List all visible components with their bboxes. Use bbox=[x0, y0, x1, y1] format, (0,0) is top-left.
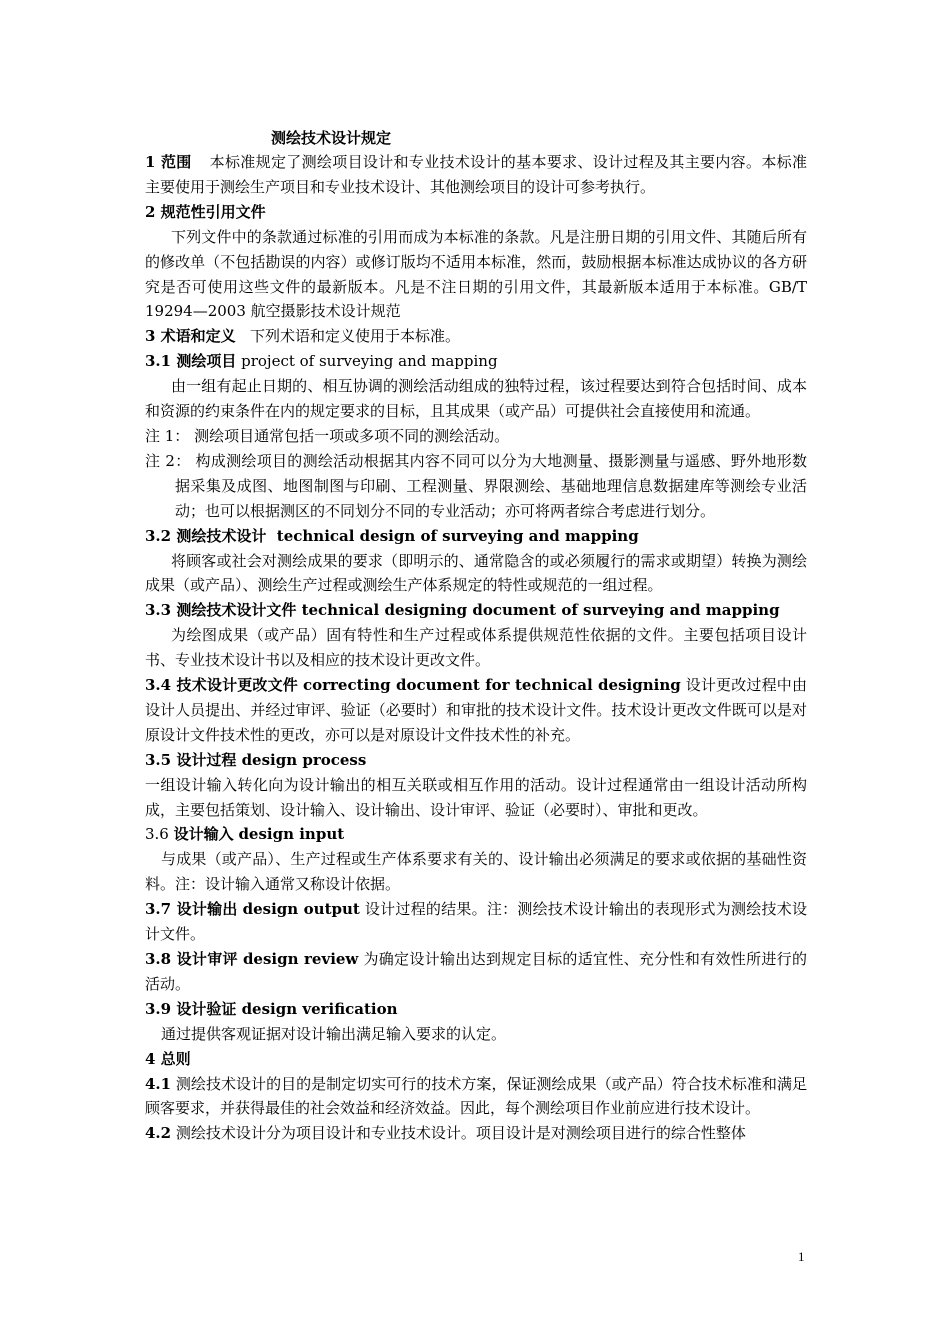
section-3-8 bbox=[145, 947, 807, 997]
section-3-1-title: 3.1 测绘项目 bbox=[145, 352, 237, 371]
section-3-7-title: 3.7 设计输出 bbox=[145, 900, 238, 919]
section-3-2-text: 将顾客或社会对测绘成果的要求（即明示的、通常隐含的或必须履行的需求或期望）转换为测绘成果（或产品）、测绘生产过程或测绘生产体系规定的特性或规范的一组过程。 bbox=[145, 551, 807, 595]
section-3 bbox=[145, 324, 807, 349]
section-3-1-english: project of surveying and mapping bbox=[241, 352, 498, 371]
section-3-3-heading bbox=[145, 598, 807, 623]
section-3-7-english: design output bbox=[242, 900, 360, 919]
section-4-1 bbox=[145, 1072, 807, 1122]
document-title: 测绘技术设计规定 bbox=[271, 129, 392, 147]
section-3-1-heading bbox=[145, 349, 807, 374]
section-3-9-text: 通过提供客观证据对设计输出满足输入要求的认定。 bbox=[161, 1024, 507, 1043]
section-4-1-number: 4.1 bbox=[145, 1074, 172, 1093]
section-1-text: 本标准规定了测绘项目设计和专业技术设计的基本要求、设计过程及其主要内容。本标准主要使用于测绘生产项目和专业技术设计、其他测绘项目的设计可参考执行。 bbox=[145, 153, 807, 196]
section-1-heading: 1 范围 bbox=[145, 153, 192, 171]
section-3-8-english: design review bbox=[242, 950, 359, 968]
section-3-7 bbox=[145, 897, 807, 947]
document-body bbox=[145, 150, 807, 1146]
section-3-9-heading bbox=[145, 997, 807, 1022]
section-3-5-heading bbox=[145, 748, 807, 773]
section-3-1-note-2: 注 2： 构成测绘项目的测绘活动根据其内容不同可以分为大地测量、摄影测量与遥感、野外地形数据采集及成图、地图制图与印刷、工程测量、界限测绘、基础地理信息数据建库等测绘专业活动；也可以根据测区的不同划分不同的专业活动；亦可将两者综合考虑进行划分。 bbox=[145, 451, 807, 520]
section-1 bbox=[145, 150, 807, 200]
section-3-3-title: 3.3 测绘技术设计文件 bbox=[145, 601, 297, 620]
section-4-2-number: 4.2 bbox=[145, 1124, 172, 1143]
section-4-1-text: 测绘技术设计的目的是制定切实可行的技术方案，保证测绘成果（或产品）符合技术标准和满足顾客要求，并获得最佳的社会效益和经济效益。因此，每个测绘项目作业前应进行技术设计。 bbox=[145, 1074, 807, 1118]
section-4-heading: 4 总则 bbox=[145, 1049, 191, 1068]
section-3-9-english: design verification bbox=[241, 999, 398, 1018]
section-4-2-text: 测绘技术设计分为项目设计和专业技术设计。项目设计是对测绘项目进行的综合性整体 bbox=[175, 1124, 746, 1143]
section-3-2-title: 3.2 测绘技术设计 bbox=[145, 526, 267, 545]
section-3-4-title: 3.4 技术设计更改文件 bbox=[145, 676, 298, 695]
section-3-4 bbox=[145, 673, 807, 748]
section-3-9-title: 3.9 设计验证 bbox=[145, 999, 237, 1018]
section-3-6-number: 3.6 bbox=[145, 825, 169, 844]
section-3-6-title: 设计输入 bbox=[173, 825, 234, 844]
section-3-6-english: design input bbox=[238, 825, 345, 844]
section-3-4-english: correcting document for technical designing bbox=[302, 676, 681, 695]
section-3-heading: 3 术语和定义 bbox=[145, 327, 236, 346]
section-3-5-english: design process bbox=[241, 750, 367, 769]
section-3-1-note-1: 注 1： 测绘项目通常包括一项或多项不同的测绘活动。 bbox=[145, 426, 510, 445]
section-3-2-english: technical design of surveying and mapping bbox=[276, 526, 639, 545]
section-2-text: 下列文件中的条款通过标准的引用而成为本标准的条款。凡是注册日期的引用文件、其随后所有的修改单（不包括勘误的内容）或修订版均不适用本标准，然而，鼓励根据本标准达成协议的各方研究是否可使用这些文件的最新版本。凡是不注日期的引用文件，其最新版本适用于本标准。GB/T 19294—2003 航空摄影技术设计规范 bbox=[145, 227, 807, 321]
section-3-3-english: technical designing document of surveying and mapping bbox=[301, 601, 780, 620]
section-3-6-text: 与成果（或产品）、生产过程或生产体系要求有关的、设计输出必须满足的要求或依据的基础性资料。注：设计输入通常又称设计依据。 bbox=[145, 850, 807, 894]
page-number: 1 bbox=[798, 1249, 805, 1264]
section-3-7-text: 设计过程的结果。注：测绘技术设计输出的表现形式为测绘技术设计文件。 bbox=[145, 900, 807, 944]
section-3-1-text: 由一组有起止日期的、相互协调的测绘活动组成的独特过程，该过程要达到符合包括时间、成本和资源的约束条件在内的规定要求的目标，且其成果（或产品）可提供社会直接使用和流通。 bbox=[145, 377, 807, 421]
section-2-heading: 2 规范性引用文件 bbox=[145, 202, 266, 221]
section-3-8-text: 为确定设计输出达到规定目标的适宜性、充分性和有效性所进行的活动。 bbox=[145, 950, 807, 993]
section-3-4-text: 设计更改过程中由设计人员提出、并经过审评、验证（必要时）和审批的技术设计文件。技术设计更改文件既可以是对原设计文件技术性的更改，亦可以是对原设计文件技术性的补充。 bbox=[145, 676, 807, 744]
section-3-5-title: 3.5 设计过程 bbox=[145, 750, 237, 769]
section-4-2 bbox=[145, 1121, 807, 1146]
section-3-2-heading bbox=[145, 524, 807, 549]
section-3-text: 下列术语和定义使用于本标准。 bbox=[249, 327, 460, 346]
section-3-3-text: 为绘图成果（或产品）固有特性和生产过程或体系提供规范性依据的文件。主要包括项目设计书、专业技术设计书以及相应的技术设计更改文件。 bbox=[145, 626, 807, 670]
section-3-8-title: 3.8 设计审评 bbox=[145, 950, 238, 968]
section-3-6-heading bbox=[145, 822, 807, 847]
section-3-5-text: 一组设计输入转化向为设计输出的相互关联或相互作用的活动。设计过程通常由一组设计活动所构成，主要包括策划、设计输入、设计输出、设计审评、验证（必要时）、审批和更改。 bbox=[145, 775, 807, 819]
